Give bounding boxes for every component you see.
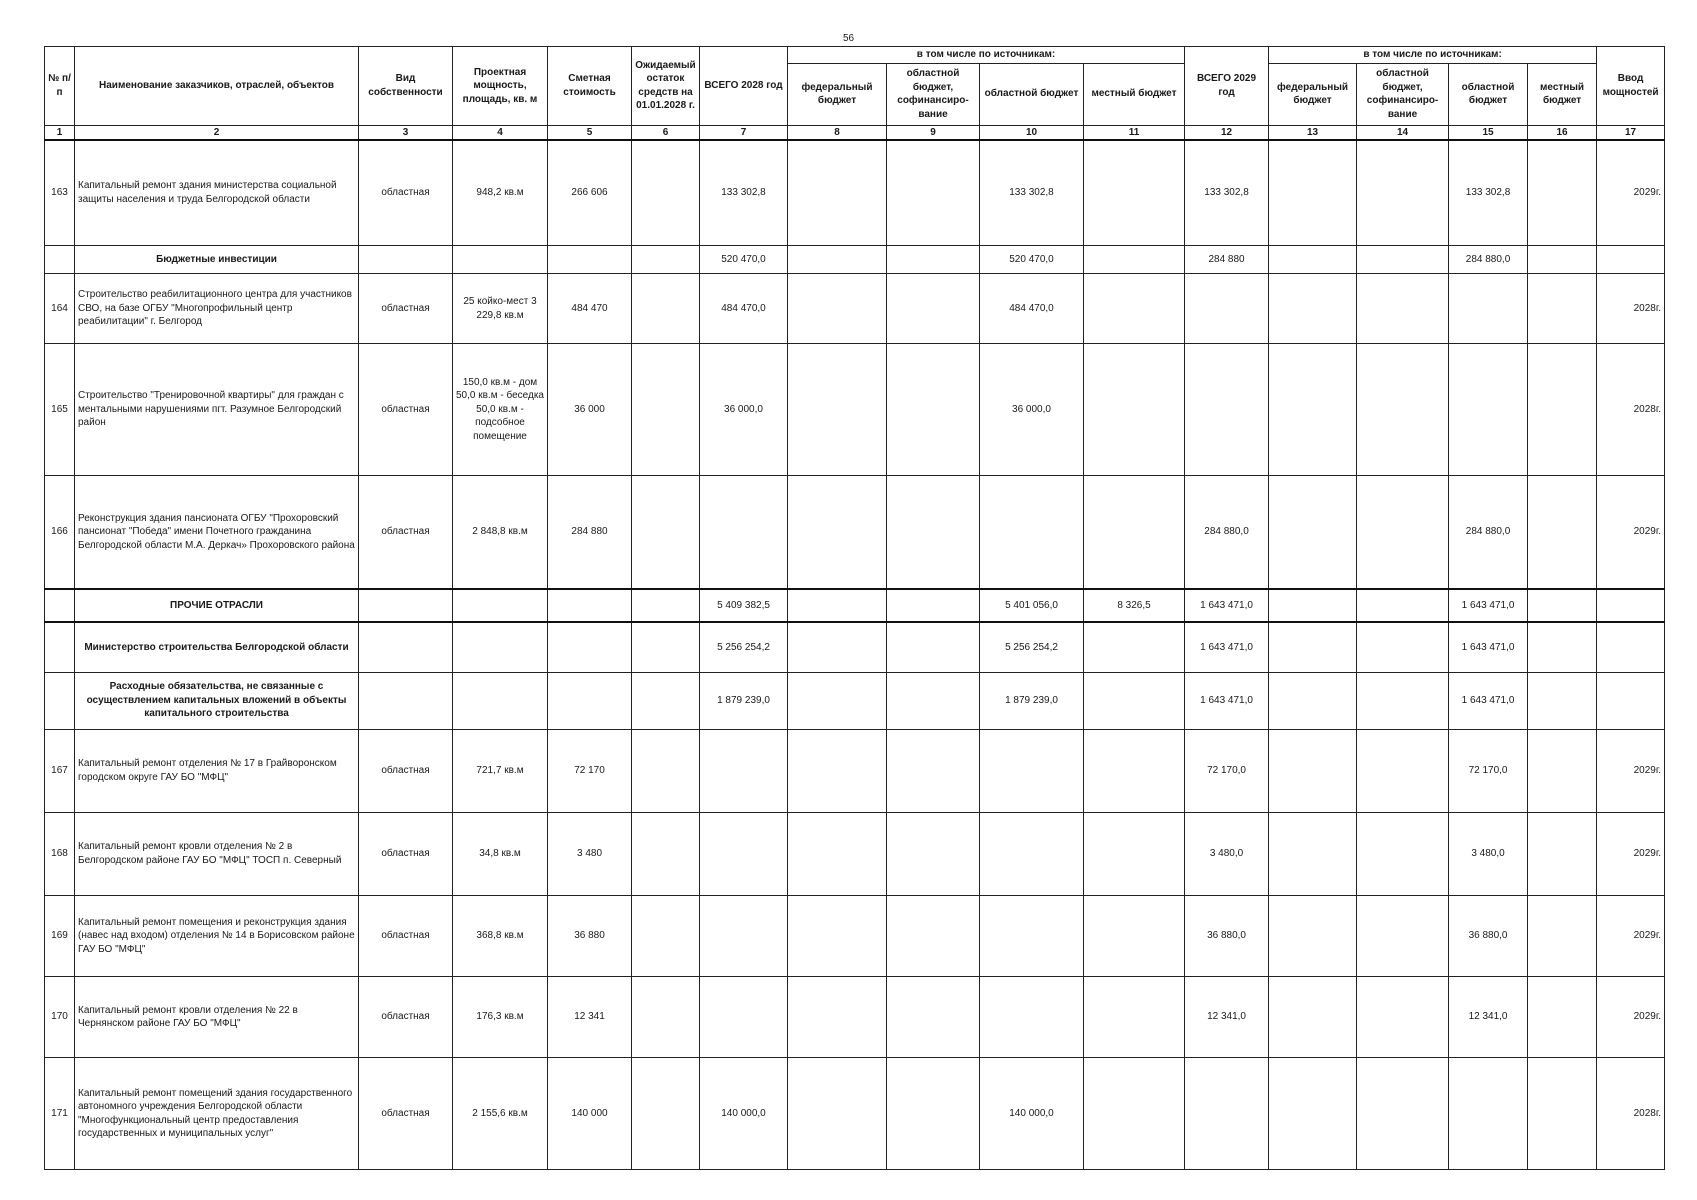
object-name: Капитальный ремонт кровли отделения № 22 в Чернянском районе ГАУ БО "МФЦ": [75, 977, 359, 1058]
commission-year: 2029г.: [1597, 475, 1665, 589]
column-number: 2: [75, 125, 359, 140]
cell-c16: [1528, 274, 1597, 344]
cell-c12: [1185, 344, 1269, 475]
row-number: 171: [45, 1058, 75, 1170]
cell-c12: 36 880,0: [1185, 896, 1269, 977]
header-federal-2028: федеральный бюджет: [788, 63, 887, 125]
header-local-2029: местный бюджет: [1528, 63, 1597, 125]
commission-year: 2028г.: [1597, 344, 1665, 475]
object-name: Капитальный ремонт помещений здания государственного автономного учреждения Белгородской области "Многофункциональный центр предоставления государственных и муниципальных услуг": [75, 1058, 359, 1170]
cell-c9: [887, 344, 980, 475]
cell-c7: 133 302,8: [700, 140, 788, 245]
cell-c10: [980, 475, 1084, 589]
cell-c16: [1528, 475, 1597, 589]
cost-cell: 12 341: [548, 977, 632, 1058]
column-number: 6: [632, 125, 700, 140]
cell-c8: [788, 896, 887, 977]
table-row: [45, 274, 1665, 344]
cell-c13: [1269, 622, 1357, 672]
row-number: [45, 622, 75, 672]
cell-c13: [1269, 589, 1357, 622]
cell-c16: [1528, 140, 1597, 245]
cell-c7: 36 000,0: [700, 344, 788, 475]
cell-c16: [1528, 896, 1597, 977]
column-number: 10: [980, 125, 1084, 140]
cost-cell: [548, 245, 632, 273]
capacity-cell: 948,2 кв.м: [453, 140, 548, 245]
cell-c8: [788, 729, 887, 812]
cell-c8: [788, 589, 887, 622]
capacity-cell: 2 155,6 кв.м: [453, 1058, 548, 1170]
investment-table: [44, 46, 1665, 1170]
section-title: Бюджетные инвестиции: [75, 245, 359, 273]
row-number: 164: [45, 274, 75, 344]
commission-year: 2029г.: [1597, 977, 1665, 1058]
cost-cell: 140 000: [548, 1058, 632, 1170]
cell-c15: 1 643 471,0: [1449, 672, 1528, 729]
object-name: Капитальный ремонт кровли отделения № 2 в Белгородском районе ГАУ БО "МФЦ" ТОСП п. Северный: [75, 812, 359, 895]
column-number: 13: [1269, 125, 1357, 140]
cell-c7: 5 256 254,2: [700, 622, 788, 672]
cell-c6: [632, 245, 700, 273]
cell-c11: [1084, 344, 1185, 475]
cell-c11: [1084, 245, 1185, 273]
section-title: Министерство строительства Белгородской области: [75, 622, 359, 672]
cell-c6: [632, 475, 700, 589]
capacity-cell: 368,8 кв.м: [453, 896, 548, 977]
ownership-cell: областная: [359, 812, 453, 895]
cell-c6: [632, 729, 700, 812]
cell-c16: [1528, 344, 1597, 475]
section-row: [45, 622, 1665, 672]
cell-c11: [1084, 672, 1185, 729]
object-name: Капитальный ремонт отделения № 17 в Грайворонском городском округе ГАУ БО "МФЦ": [75, 729, 359, 812]
cell-c11: [1084, 622, 1185, 672]
ownership-cell: областная: [359, 729, 453, 812]
column-number: 4: [453, 125, 548, 140]
section-title: Расходные обязательства, не связанные с осуществлением капитальных вложений в объекты капитального строительства: [75, 672, 359, 729]
cell-c7: [700, 475, 788, 589]
header-ownership: Вид собственности: [359, 47, 453, 126]
ownership-cell: [359, 245, 453, 273]
cell-c16: [1528, 729, 1597, 812]
commission-year: [1597, 622, 1665, 672]
header-sources-2029: в том числе по источникам:: [1269, 47, 1597, 64]
cell-c8: [788, 977, 887, 1058]
table-row: [45, 896, 1665, 977]
cell-c10: 484 470,0: [980, 274, 1084, 344]
cell-c15: 1 643 471,0: [1449, 622, 1528, 672]
cell-c7: [700, 977, 788, 1058]
ownership-cell: областная: [359, 274, 453, 344]
cell-c15: 284 880,0: [1449, 245, 1528, 273]
cell-c14: [1357, 729, 1449, 812]
cell-c14: [1357, 589, 1449, 622]
cell-c10: 133 302,8: [980, 140, 1084, 245]
cell-c10: 5 401 056,0: [980, 589, 1084, 622]
row-number: 166: [45, 475, 75, 589]
cell-c7: 520 470,0: [700, 245, 788, 273]
column-number: 16: [1528, 125, 1597, 140]
cell-c15: 284 880,0: [1449, 475, 1528, 589]
cell-c14: [1357, 475, 1449, 589]
column-number: 15: [1449, 125, 1528, 140]
cell-c15: 133 302,8: [1449, 140, 1528, 245]
cell-c6: [632, 812, 700, 895]
row-number: 167: [45, 729, 75, 812]
header-local-2028: местный бюджет: [1084, 63, 1185, 125]
row-number: [45, 672, 75, 729]
capacity-cell: [453, 622, 548, 672]
cell-c8: [788, 245, 887, 273]
column-number: 7: [700, 125, 788, 140]
object-name: Реконструкция здания пансионата ОГБУ "Прохоровский пансионат "Победа" имени Почетного гражданина Белгородской области М.А. Деркач» Прохоровского района: [75, 475, 359, 589]
cell-c13: [1269, 729, 1357, 812]
cell-c9: [887, 140, 980, 245]
cost-cell: 284 880: [548, 475, 632, 589]
header-remainder: Ожидаемый остаток средств на 01.01.2028 г.: [632, 47, 700, 126]
cell-c13: [1269, 812, 1357, 895]
cell-c11: [1084, 896, 1185, 977]
row-number: 163: [45, 140, 75, 245]
column-number-row: [45, 125, 1665, 140]
cell-c8: [788, 274, 887, 344]
object-name: Строительство реабилитационного центра для участников СВО, на базе ОГБУ "Многопрофильный центр реабилитации" г. Белгород: [75, 274, 359, 344]
capacity-cell: [453, 672, 548, 729]
cell-c7: 140 000,0: [700, 1058, 788, 1170]
cell-c8: [788, 475, 887, 589]
capacity-cell: 25 койко-мест 3 229,8 кв.м: [453, 274, 548, 344]
header-cost: Сметная стоимость: [548, 47, 632, 126]
cost-cell: 36 880: [548, 896, 632, 977]
cell-c6: [632, 344, 700, 475]
cell-c10: 520 470,0: [980, 245, 1084, 273]
header-commission: Ввод мощностей: [1597, 47, 1665, 126]
cell-c13: [1269, 1058, 1357, 1170]
cell-c9: [887, 672, 980, 729]
cost-cell: [548, 672, 632, 729]
cell-c10: [980, 977, 1084, 1058]
header-total-2028: ВСЕГО 2028 год: [700, 47, 788, 126]
cell-c8: [788, 672, 887, 729]
commission-year: 2028г.: [1597, 1058, 1665, 1170]
cell-c6: [632, 977, 700, 1058]
ownership-cell: [359, 589, 453, 622]
cell-c10: 1 879 239,0: [980, 672, 1084, 729]
page-number: 56: [842, 33, 855, 44]
cell-c8: [788, 140, 887, 245]
row-number: 169: [45, 896, 75, 977]
cell-c13: [1269, 977, 1357, 1058]
capacity-cell: 176,3 кв.м: [453, 977, 548, 1058]
table-row: [45, 475, 1665, 589]
header-total-2029: ВСЕГО 2029 год: [1185, 47, 1269, 126]
cell-c16: [1528, 812, 1597, 895]
cell-c12: 3 480,0: [1185, 812, 1269, 895]
column-number: 8: [788, 125, 887, 140]
capacity-cell: 2 848,8 кв.м: [453, 475, 548, 589]
ownership-cell: [359, 622, 453, 672]
cell-c6: [632, 589, 700, 622]
cell-c11: [1084, 1058, 1185, 1170]
capacity-cell: [453, 589, 548, 622]
column-number: 17: [1597, 125, 1665, 140]
row-number: [45, 589, 75, 622]
cell-c6: [632, 1058, 700, 1170]
cell-c7: 1 879 239,0: [700, 672, 788, 729]
table-row: [45, 1058, 1665, 1170]
cell-c10: 5 256 254,2: [980, 622, 1084, 672]
cell-c9: [887, 245, 980, 273]
cell-c9: [887, 977, 980, 1058]
cell-c10: 140 000,0: [980, 1058, 1084, 1170]
cell-c9: [887, 812, 980, 895]
column-number: 14: [1357, 125, 1449, 140]
capacity-cell: 150,0 кв.м - дом 50,0 кв.м - беседка 50,0 кв.м - подсобное помещение: [453, 344, 548, 475]
cost-cell: 484 470: [548, 274, 632, 344]
header-regional-cofin-2028: областной бюджет, софинансиро-вание: [887, 63, 980, 125]
cell-c11: [1084, 274, 1185, 344]
cell-c16: [1528, 245, 1597, 273]
cell-c8: [788, 812, 887, 895]
header-federal-2029: федеральный бюджет: [1269, 63, 1357, 125]
cell-c13: [1269, 274, 1357, 344]
cell-c12: 284 880: [1185, 245, 1269, 273]
cell-c9: [887, 274, 980, 344]
section-row: [45, 245, 1665, 273]
cell-c9: [887, 896, 980, 977]
cell-c10: [980, 729, 1084, 812]
cell-c15: [1449, 1058, 1528, 1170]
cell-c12: 1 643 471,0: [1185, 672, 1269, 729]
cell-c13: [1269, 672, 1357, 729]
cell-c11: [1084, 475, 1185, 589]
table-row: [45, 140, 1665, 245]
cell-c6: [632, 274, 700, 344]
cell-c10: [980, 896, 1084, 977]
capacity-cell: [453, 245, 548, 273]
column-number: 12: [1185, 125, 1269, 140]
header-capacity: Проектная мощность, площадь, кв. м: [453, 47, 548, 126]
cell-c15: 36 880,0: [1449, 896, 1528, 977]
cell-c9: [887, 622, 980, 672]
column-number: 9: [887, 125, 980, 140]
table-header: [45, 47, 1665, 141]
cell-c8: [788, 1058, 887, 1170]
capacity-cell: 721,7 кв.м: [453, 729, 548, 812]
cell-c16: [1528, 672, 1597, 729]
cell-c8: [788, 344, 887, 475]
row-number: 170: [45, 977, 75, 1058]
header-regional-2028: областной бюджет: [980, 63, 1084, 125]
cell-c14: [1357, 140, 1449, 245]
cell-c10: 36 000,0: [980, 344, 1084, 475]
cell-c14: [1357, 622, 1449, 672]
cell-c11: [1084, 812, 1185, 895]
cell-c11: 8 326,5: [1084, 589, 1185, 622]
cost-cell: 72 170: [548, 729, 632, 812]
header-name: Наименование заказчиков, отраслей, объектов: [75, 47, 359, 126]
header-regional-2029: областной бюджет: [1449, 63, 1528, 125]
object-name: Капитальный ремонт помещения и реконструкция здания (навес над входом) отделения № 14 в Борисовском районе ГАУ БО "МФЦ": [75, 896, 359, 977]
commission-year: [1597, 672, 1665, 729]
table-row: [45, 812, 1665, 895]
ownership-cell: областная: [359, 344, 453, 475]
column-number: 1: [45, 125, 75, 140]
cell-c9: [887, 475, 980, 589]
cell-c12: 133 302,8: [1185, 140, 1269, 245]
object-name: Строительство "Тренировочной квартиры" для граждан с ментальными нарушениями пгт. Разумное Белгородский район: [75, 344, 359, 475]
cell-c14: [1357, 896, 1449, 977]
cell-c12: 1 643 471,0: [1185, 622, 1269, 672]
row-number: 168: [45, 812, 75, 895]
cell-c11: [1084, 977, 1185, 1058]
commission-year: [1597, 589, 1665, 622]
cell-c14: [1357, 344, 1449, 475]
cell-c8: [788, 622, 887, 672]
cell-c7: 5 409 382,5: [700, 589, 788, 622]
ownership-cell: областная: [359, 1058, 453, 1170]
cell-c13: [1269, 896, 1357, 977]
cell-c16: [1528, 977, 1597, 1058]
cell-c7: 484 470,0: [700, 274, 788, 344]
cell-c14: [1357, 245, 1449, 273]
cell-c14: [1357, 1058, 1449, 1170]
commission-year: 2029г.: [1597, 896, 1665, 977]
cell-c12: 12 341,0: [1185, 977, 1269, 1058]
table-row: [45, 344, 1665, 475]
cell-c12: 284 880,0: [1185, 475, 1269, 589]
cell-c15: 3 480,0: [1449, 812, 1528, 895]
cost-cell: 36 000: [548, 344, 632, 475]
cell-c14: [1357, 812, 1449, 895]
column-number: 11: [1084, 125, 1185, 140]
cell-c12: 1 643 471,0: [1185, 589, 1269, 622]
ownership-cell: областная: [359, 140, 453, 245]
commission-year: 2029г.: [1597, 729, 1665, 812]
column-number: 5: [548, 125, 632, 140]
capacity-cell: 34,8 кв.м: [453, 812, 548, 895]
cell-c13: [1269, 344, 1357, 475]
commission-year: 2029г.: [1597, 812, 1665, 895]
section-title: ПРОЧИЕ ОТРАСЛИ: [75, 589, 359, 622]
row-number: 165: [45, 344, 75, 475]
section-row: [45, 672, 1665, 729]
cell-c15: [1449, 274, 1528, 344]
cell-c11: [1084, 140, 1185, 245]
cell-c12: [1185, 1058, 1269, 1170]
column-number: 3: [359, 125, 453, 140]
cell-c11: [1084, 729, 1185, 812]
cell-c16: [1528, 1058, 1597, 1170]
commission-year: 2029г.: [1597, 140, 1665, 245]
cost-cell: [548, 622, 632, 672]
commission-year: 2028г.: [1597, 274, 1665, 344]
cell-c15: [1449, 344, 1528, 475]
cost-cell: [548, 589, 632, 622]
cell-c7: [700, 896, 788, 977]
cell-c6: [632, 896, 700, 977]
cell-c16: [1528, 589, 1597, 622]
cell-c15: 1 643 471,0: [1449, 589, 1528, 622]
cell-c13: [1269, 140, 1357, 245]
table-row: [45, 977, 1665, 1058]
cell-c16: [1528, 622, 1597, 672]
cell-c14: [1357, 274, 1449, 344]
ownership-cell: областная: [359, 977, 453, 1058]
cell-c6: [632, 672, 700, 729]
cell-c14: [1357, 672, 1449, 729]
cell-c9: [887, 1058, 980, 1170]
commission-year: [1597, 245, 1665, 273]
object-name: Капитальный ремонт здания министерства социальной защиты населения и труда Белгородской области: [75, 140, 359, 245]
header-regional-cofin-2029: областной бюджет, софинансиро-вание: [1357, 63, 1449, 125]
cell-c15: 72 170,0: [1449, 729, 1528, 812]
cell-c6: [632, 622, 700, 672]
cell-c14: [1357, 977, 1449, 1058]
cost-cell: 3 480: [548, 812, 632, 895]
header-sources-2028: в том числе по источникам:: [788, 47, 1185, 64]
cell-c9: [887, 729, 980, 812]
table-row: [45, 729, 1665, 812]
cell-c15: 12 341,0: [1449, 977, 1528, 1058]
cell-c12: [1185, 274, 1269, 344]
row-number: [45, 245, 75, 273]
cell-c7: [700, 812, 788, 895]
cell-c9: [887, 589, 980, 622]
ownership-cell: областная: [359, 896, 453, 977]
table-body: [45, 140, 1665, 1170]
section-row: [45, 589, 1665, 622]
header-n: № п/п: [45, 47, 75, 126]
cell-c13: [1269, 245, 1357, 273]
cell-c7: [700, 729, 788, 812]
cell-c6: [632, 140, 700, 245]
cell-c13: [1269, 475, 1357, 589]
ownership-cell: областная: [359, 475, 453, 589]
cell-c10: [980, 812, 1084, 895]
cost-cell: 266 606: [548, 140, 632, 245]
ownership-cell: [359, 672, 453, 729]
cell-c12: 72 170,0: [1185, 729, 1269, 812]
